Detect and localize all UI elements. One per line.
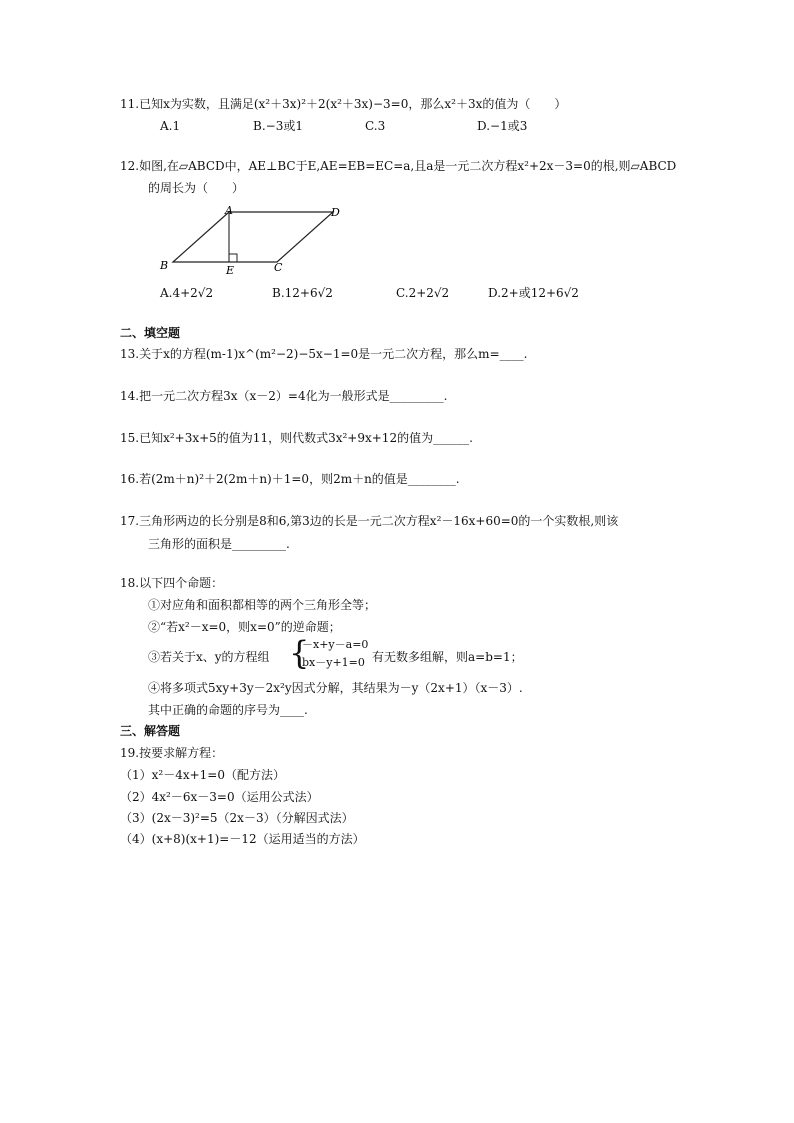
system-equation-2: bx－y+1=0	[302, 656, 365, 669]
parallelogram-abcd	[173, 212, 333, 262]
q18-proposition-3-pre: ③若关于x、y的方程组	[148, 650, 270, 664]
q11-stem: 11.已知x为实数，且满足(x²＋3x)²＋2(x²＋3x)−3=0，那么x²＋3x的值为（ ）	[120, 97, 567, 111]
q18-proposition-3-post: 有无数多组解，则a=b=1；	[372, 650, 523, 664]
parallelogram-figure	[155, 202, 355, 278]
label-a: A	[225, 204, 233, 217]
equation-system	[289, 634, 371, 672]
q19-item-2: （2）4x²－6x－3=0（运用公式法）	[120, 790, 319, 804]
q17-line2: 三角形的面积是_________.	[148, 537, 290, 551]
brace-symbol: {	[289, 634, 310, 672]
q19-item-3: （3）(2x－3)²=5（2x－3）（分解因式法）	[120, 811, 354, 825]
right-angle-mark	[229, 254, 237, 262]
label-e: E	[226, 264, 235, 277]
q11-choice-a: A.1	[160, 119, 181, 133]
q18-proposition-1: ①对应角和面积都相等的两个三角形全等；	[148, 598, 377, 612]
q19-item-4: （4）(x+8)(x+1)=－12（运用适当的方法）	[120, 832, 365, 846]
q12-choice-b: B.12+6√2	[272, 286, 333, 300]
q18-proposition-2: ②“若x²－x=0，则x=0”的逆命题；	[148, 620, 341, 634]
q19-stem: 19.按要求解方程：	[120, 746, 224, 760]
q11-choice-c: C.3	[365, 119, 386, 133]
q12-choice-a: A.4+2√2	[160, 286, 214, 300]
q12-choice-d: D.2+或12+6√2	[488, 286, 579, 300]
q16-text: 16.若(2m＋n)²＋2(2m＋n)＋1=0，则2m＋n的值是________.	[120, 472, 460, 486]
label-d: D	[331, 206, 340, 219]
label-c: C	[274, 261, 283, 274]
q18-stem: 18.以下四个命题：	[120, 576, 224, 590]
q15-text: 15.已知x²+3x+5的值为11，则代数式3x²+9x+12的值为______.	[120, 431, 473, 445]
q12-line2: 的周长为（ ）	[148, 181, 245, 195]
system-equation-1: －x+y－a=0	[302, 638, 369, 651]
q11-choice-b: B.−3或1	[253, 119, 303, 133]
q19-item-1: （1）x²－4x+1=0（配方法）	[120, 768, 285, 782]
label-b: B	[160, 259, 169, 272]
q18-proposition-4: ④将多项式5xy+3y－2x²y因式分解，其结果为－y（2x+1）（x－3）.	[148, 681, 523, 695]
q12-choice-c: C.2+2√2	[396, 286, 450, 300]
q18-end: 其中正确的命题的序号为____.	[148, 703, 308, 717]
q14-text: 14.把一元二次方程3x（x－2）=4化为一般形式是_________.	[120, 389, 448, 403]
q11-choice-d: D.−1或3	[477, 119, 528, 133]
q12-line1: 12.如图,在▱ABCD中，AE⊥BC于E,AE=EB=EC=a,且a是一元二次方程x²+2x－3=0的根,则▱ABCD	[120, 159, 677, 173]
q17-line1: 17.三角形两边的长分别是8和6,第3边的长是一元二次方程x²－16x+60=0的一个实数根,则该	[120, 514, 619, 528]
q13-text: 13.关于x的方程(m-1)x^(m²−2)−5x−1=0是一元二次方程，那么m=____.	[120, 347, 528, 361]
section-fill-in-title: 二、填空题	[120, 326, 181, 340]
section-solve-title: 三、解答题	[120, 724, 181, 738]
